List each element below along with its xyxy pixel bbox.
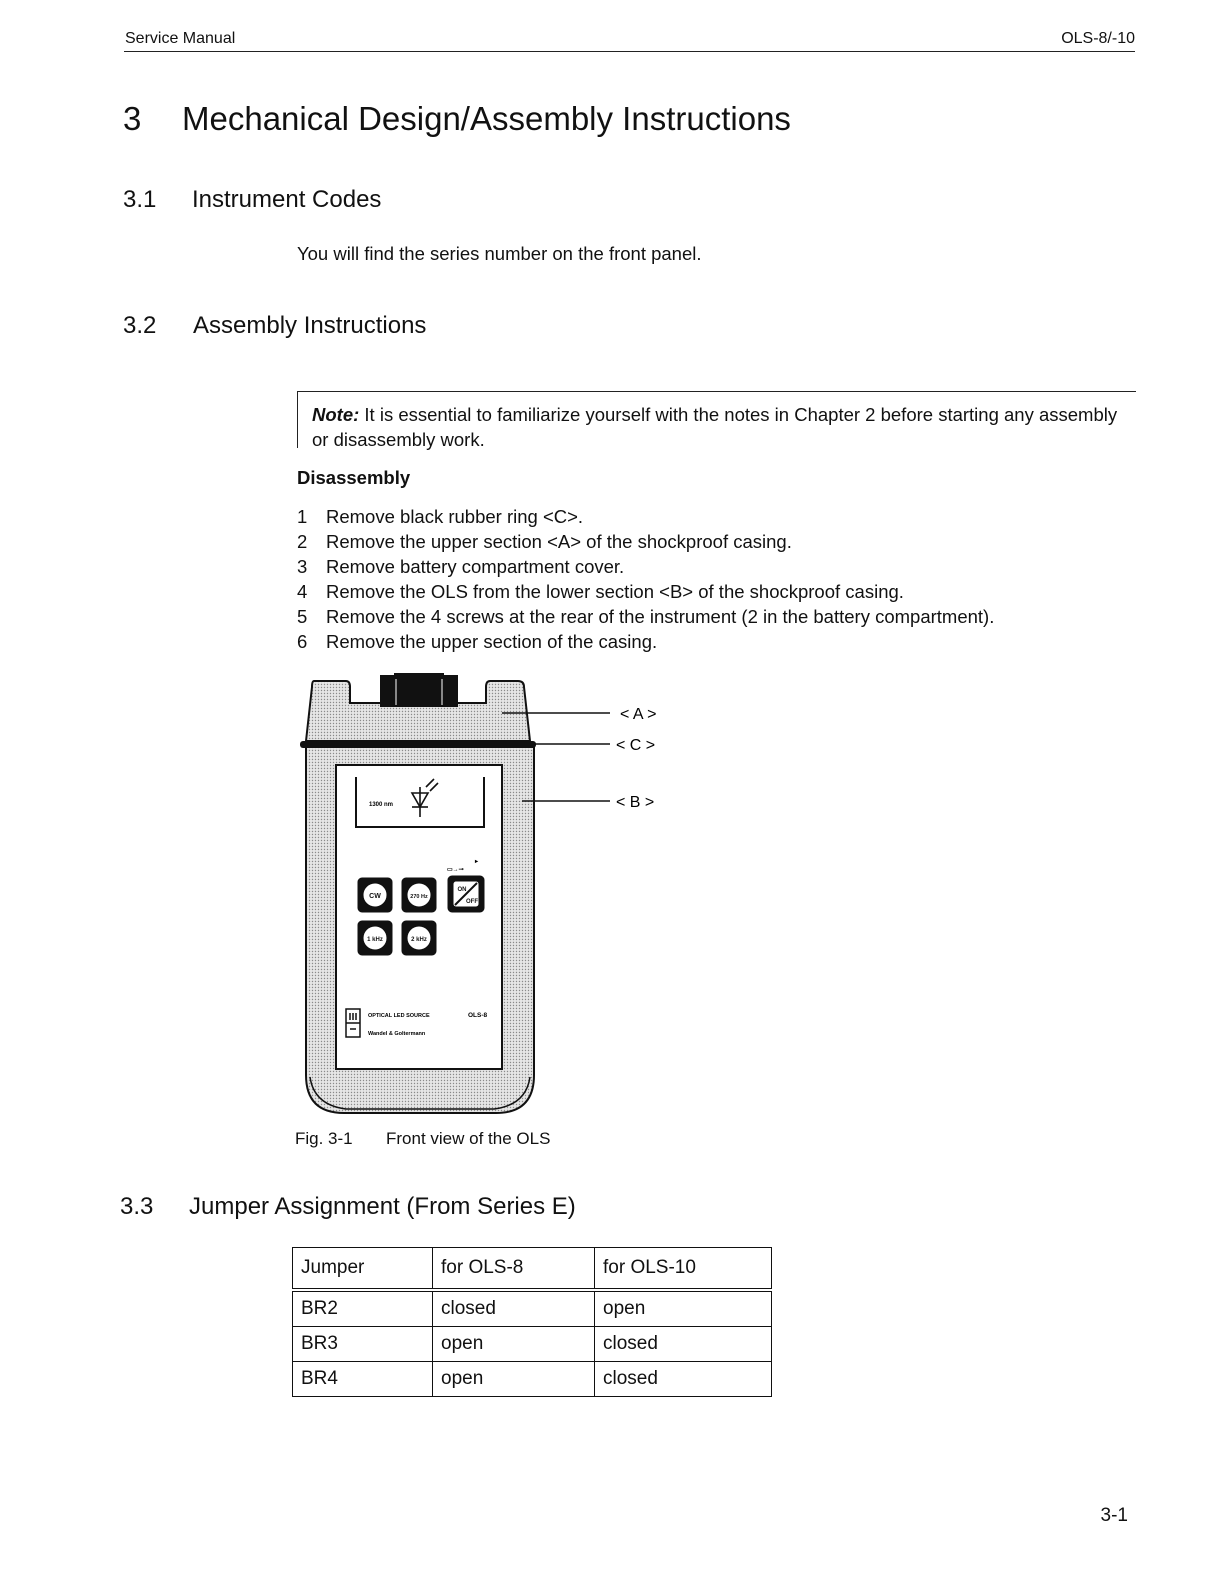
table-cell: BR3 (293, 1327, 433, 1362)
header-rule (124, 51, 1135, 52)
table-row (293, 1327, 772, 1362)
step-text: Remove the upper section of the casing. (326, 631, 658, 652)
section-3-3-number: 3.3 (120, 1193, 154, 1220)
section-3-1-number: 3.1 (123, 186, 157, 213)
front-panel (336, 765, 502, 1069)
section-3-2-number: 3.2 (123, 312, 157, 339)
figure-caption-text: Front view of the OLS (386, 1129, 551, 1148)
fiber-connector (380, 675, 458, 707)
step-text: Remove the 4 screws at the rear of the instrument (2 in the battery compartment). (326, 606, 995, 627)
button-270hz-label: 270 Hz (410, 894, 428, 900)
table-cell: closed (433, 1290, 595, 1327)
section-3-1-text: You will find the series number on the front panel. (297, 243, 702, 264)
table-cell: BR2 (293, 1290, 433, 1327)
jumper-table (292, 1247, 772, 1397)
table-cell: closed (595, 1327, 772, 1362)
step-text: Remove the upper section <A> of the shockproof casing. (326, 531, 792, 552)
step-text: Remove the OLS from the lower section <B> of the shockproof casing. (326, 581, 904, 602)
header-left: Service Manual (125, 30, 236, 47)
callout-a-label: < A > (620, 706, 657, 723)
chapter-title: Mechanical Design/Assembly Instructions (182, 100, 791, 137)
note-text: It is essential to familiarize yourself with the notes in Chapter 2 before starting any assembly or disassembly work. (312, 404, 1118, 450)
button-270hz (402, 878, 436, 912)
table-header-row (293, 1248, 772, 1291)
device-model: OLS-8 (468, 1012, 488, 1019)
brand-line-2: Wandel & Goltermann (368, 1031, 426, 1037)
table-header-cell: for OLS-10 (595, 1248, 772, 1291)
table-cell: open (433, 1327, 595, 1362)
header-right: OLS-8/-10 (1061, 30, 1135, 47)
disassembly-heading: Disassembly (297, 467, 411, 488)
power-off-label: OFF (466, 899, 478, 905)
table-row (293, 1362, 772, 1397)
page-number: 3-1 (1100, 1505, 1128, 1526)
power-indicator-icon: ▭→⊸ (447, 867, 464, 873)
step-text: Remove black rubber ring <C>. (326, 506, 584, 527)
note-box (297, 391, 1136, 448)
chapter-number: 3 (123, 100, 142, 137)
step-number: 1 (297, 506, 308, 527)
step-number: 4 (297, 581, 308, 602)
note-label: Note: (312, 404, 360, 425)
button-2khz-label: 2 kHz (411, 937, 427, 943)
table-header-cell: Jumper (293, 1248, 433, 1291)
button-cw (358, 878, 392, 912)
table-cell: closed (595, 1362, 772, 1397)
callout-b-label: < B > (616, 794, 655, 811)
step-number: 2 (297, 531, 308, 552)
button-1khz (358, 921, 392, 955)
power-on-label: ON (457, 887, 467, 893)
step-text: Remove battery compartment cover. (326, 556, 625, 577)
step-number: 3 (297, 556, 308, 577)
button-1khz-label: 1 kHz (367, 937, 383, 943)
figure-caption-number: Fig. 3-1 (295, 1129, 353, 1148)
wavelength-label: 1300 nm (369, 802, 394, 808)
button-2khz (402, 921, 436, 955)
svg-text:▸: ▸ (475, 859, 479, 865)
note-paragraph (312, 402, 1132, 452)
button-cw-label: CW (369, 893, 381, 900)
table-cell: open (595, 1290, 772, 1327)
section-3-3-title: Jumper Assignment (From Series E) (189, 1193, 576, 1220)
callout-c-label: < C > (616, 737, 656, 754)
brand-line-1: OPTICAL LED SOURCE (368, 1013, 430, 1019)
step-number: 6 (297, 631, 308, 652)
table-cell: open (433, 1362, 595, 1397)
ols-front-view-figure (290, 665, 690, 1125)
rubber-ring (300, 741, 536, 748)
button-on-off (448, 876, 484, 912)
section-3-2-title: Assembly Instructions (193, 312, 427, 339)
step-number: 5 (297, 606, 308, 627)
table-cell: BR4 (293, 1362, 433, 1397)
table-row (293, 1290, 772, 1327)
section-3-1-title: Instrument Codes (192, 186, 382, 213)
table-header-cell: for OLS-8 (433, 1248, 595, 1291)
